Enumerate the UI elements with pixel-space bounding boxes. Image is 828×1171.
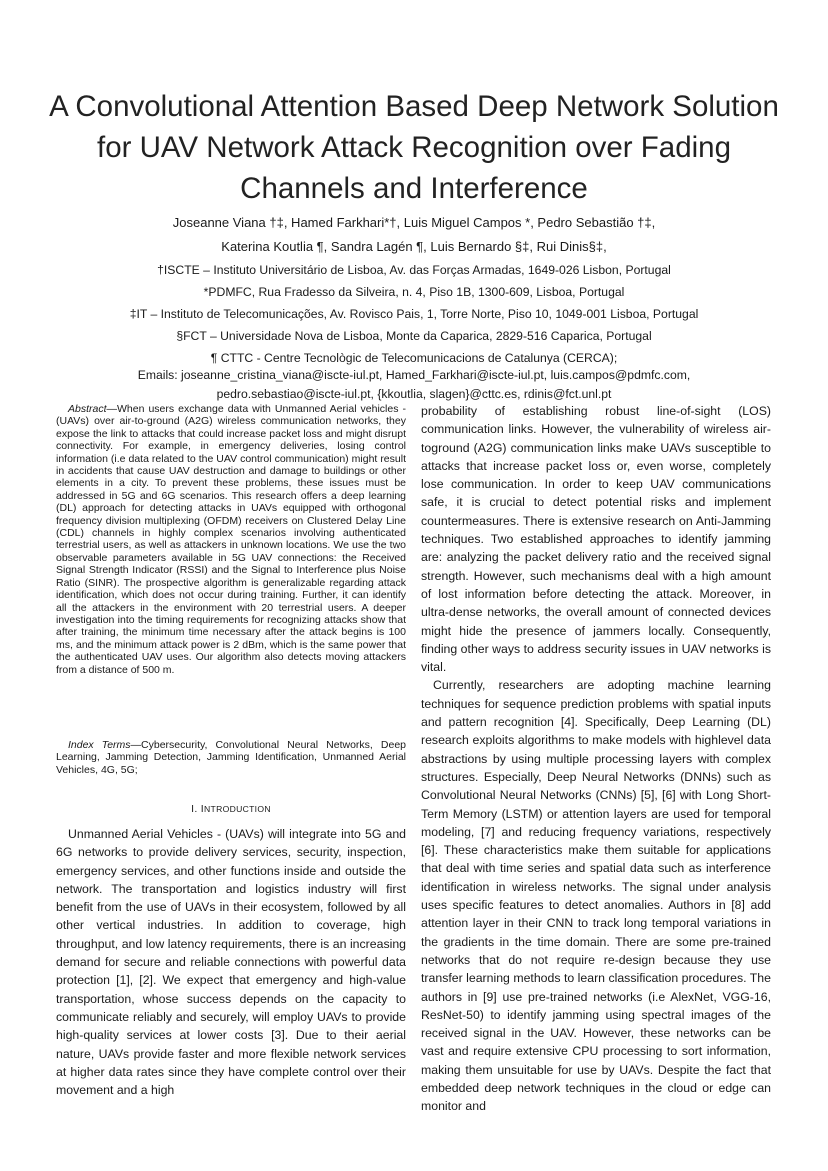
index-terms-text: —Cybersecurity, Convolutional Neural Networks, Deep Learning, Jamming Detection, Jamming Identification, Unmanned Aerial Vehicles, 4G, 5G; — [56, 739, 406, 776]
authors-line-1: Joseanne Viana †‡, Hamed Farkhari*†, Luis Miguel Campos *, Pedro Sebastião †‡, — [172, 215, 656, 230]
right-paragraph-2: Currently, researchers are adopting machine learning techniques for sequence prediction problems with spatial inputs and pattern recognition [4]. Specifically, Deep Learning (DL) research exploits algorithms to make models with highlevel data abstractions by using multiple processing layers with complex structures. Especially, Deep Neural Networks (DNNs) such as Convolutional Neural Networks (CNNs) [5], [6] with Long Short-Term Memory (LSTM) or attention layers are used for temporal modeling, [7] and reducing frequency variations, respectively [6]. These characteristics make them suitable for applications that deal with time series and spatial data such as interference identification in wireless networks. The signal under analysis uses specific features to detect anomalies. Authors in [8] add attention layer in their CNN to track long temporal variations in the gradients in the time domain. There are some pre-trained networks that do not require re-design because they use transfer learning methods to learn classification procedures. The authors in [9] use pre-trained networks (i.e AlexNet, VGG-16, ResNet-50) to identify jamming using spectral images of the received signal in the UAV. However, these networks can be vast and require extensive CPU processing to sort information, making them unsuitable for use by UAVs. Despite the fact that embedded deep network techniques in the cloud or edge can monitor and — [421, 678, 771, 1114]
emails-line-2: pedro.sebastiao@iscte-iul.pt, {kkoutlia, slagen}@cttc.es, rdinis@fct.unl.pt — [216, 387, 612, 401]
intro-left-column: Unmanned Aerial Vehicles - (UAVs) will integrate into 5G and 6G networks to provide delivery services, security, inspection, emergency services, and other functions inside and outside the network. The transportation and logistics industry will first benefit from the use of UAVs in their ecosystem, followed by all other vertical industries. In addition to coverage, high throughput, and low latency requirements, there is an increasing demand for secure and reliable connections with powerful data protection [1], [2]. We expect that emergency and high-value transportation, whose success depends on the capacity to communicate reliably and securely, will employ UAVs to provide high-quality services at lower costs [3]. Due to their aerial nature, UAVs provide faster and more flexible network services at higher data rates since they have complete control over their movement and a high — [56, 827, 406, 1098]
section-heading-introduction — [56, 803, 406, 815]
section-number: I. I — [191, 803, 205, 815]
affiliation-list — [40, 259, 788, 369]
right-paragraph-1: probability of establishing robust line-of-sight (LOS) communication links. However, the vulnerability of wireless air-toground (A2G) communication links make UAVs susceptible to attacks that increase packet loss or, even worse, completely lose communication. In order to keep UAV communications safe, it is crucial to detect potential risks and implement countermeasures. There is extensive research on Anti-Jamming techniques. Two established approaches to identify jamming are: analyzing the packet delivery ratio and the received signal strength. However, such mechanisms deal with a high amount of lost information before detecting the attack. Moreover, in ultra-dense networks, the overall amount of connected devices might hide the presence of jammers locally. Consequently, finding other ways to address security issues in UAV networks is vital. — [421, 404, 771, 675]
emails-line-1: Emails: joseanne_cristina_viana@iscte-iul.pt, Hamed_Farkhari@iscte-iul.pt, luis.campos@pdmfc.com, — [137, 368, 691, 382]
affiliation-pdmfc: *PDMFC, Rua Fradesso da Silveira, n. 4, Piso 1B, 1300-609, Lisboa, Portugal — [203, 285, 625, 299]
author-list — [40, 211, 788, 259]
affiliation-fct: §FCT – Universidade Nova de Lisboa, Monte da Caparica, 2829-516 Caparica, Portugal — [176, 329, 652, 343]
abstract — [56, 403, 406, 676]
index-terms — [56, 739, 406, 776]
section-title: NTRODUCTION — [204, 804, 271, 814]
paper-title: A Convolutional Attention Based Deep Network Solution for UAV Network Attack Recognition over Fading Channels and Interference — [49, 90, 779, 205]
abstract-label: Abstract — [68, 403, 107, 415]
affiliation-iscte: †ISCTE – Instituto Universitário de Lisboa, Av. das Forças Armadas, 1649-026 Lisbon, Portugal — [157, 263, 671, 277]
abstract-text: —When users exchange data with Unmanned Aerial vehicles - (UAVs) over air-to-ground (A2G) wireless communication networks, they expose the link to attacks that could increase packet loss and might disrupt connectivity. For example, in emergency deliveries, losing control information (i.e data related to the UAV control communication) might result in accidents that cause UAV destruction and damage to buildings or other elements in a city. To prevent these problems, these issues must be addressed in 5G and 6G scenarios. This research offers a deep learning (DL) approach for detecting attacks in UAVs equipped with orthogonal frequency division multiplexing (OFDM) receivers on Clustered Delay Line (CDL) channels in highly complex scenarios involving authenticated terrestrial users, as well as attackers in unknown locations. We use the two observable parameters available in 5G UAV connections: the Received Signal Strength Indicator (RSSI) and the Signal to Interference plus Noise Ratio (SINR). The prospective algorithm is generalizable regarding attack identification, which does not occur during training. Further, it can identify all the attackers in the environment with 20 terrestrial users. A deeper investigation into the timing requirements for recognizing attacks show that after training, the minimum time necessary after the attack begins is 100 ms, and the minimum attack power is 2 dBm, which is the same power that the authenticated UAV uses. Our algorithm also detects moving attackers from a distance of 500 m. — [56, 403, 406, 676]
right-column — [421, 402, 771, 1116]
index-terms-label: Index Terms — [68, 739, 131, 751]
affiliation-it: ‡IT – Instituto de Telecomunicações, Av. Rovisco Pais, 1, Torre Norte, Piso 10, 1049-001 Lisboa, Portugal — [129, 307, 699, 321]
email-list — [40, 366, 788, 404]
authors-line-2: Katerina Koutlia ¶, Sandra Lagén ¶, Luis Bernardo §‡, Rui Dinis§‡, — [221, 239, 607, 254]
affiliation-cttc: ¶ CTTC - Centre Tecnològic de Telecomunicacions de Catalunya (CERCA); — [210, 351, 618, 365]
